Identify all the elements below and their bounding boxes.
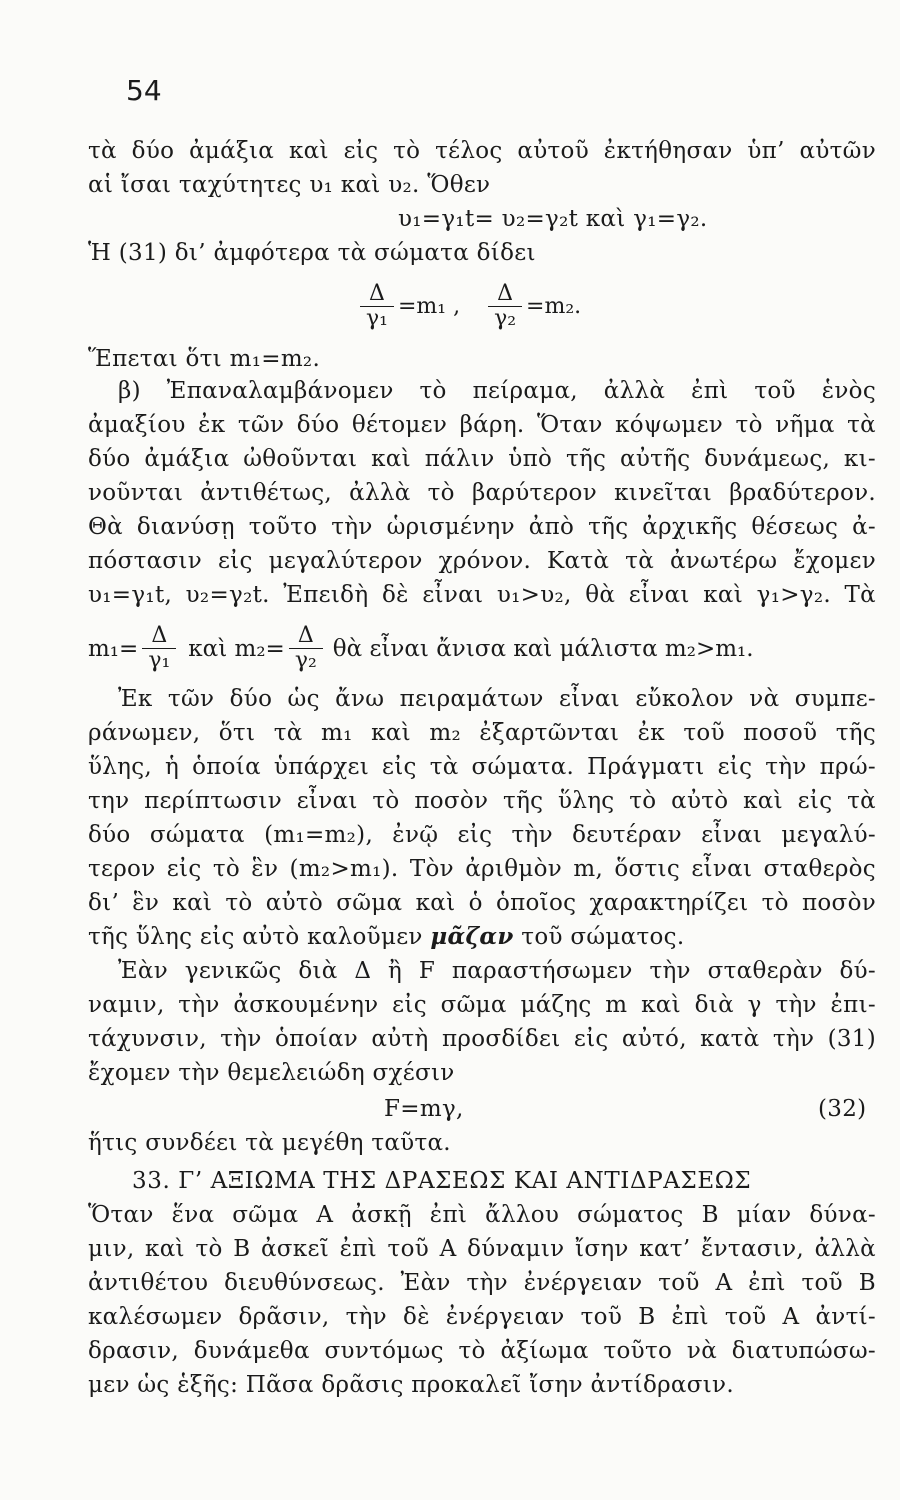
text-line: νοῦνται ἀντιθέτως, ἀλλὰ τὸ βαρύτερον κινεῖται βραδύτερον. [88,480,876,506]
text-line: Ἡ (31) δι’ ἀμφότερα τὰ σώματα δίδει [88,240,536,266]
text-line: Ἐὰν γενικῶς διὰ Δ ἢ F παραστήσωμεν τὴν σταθερὰν δύ- [118,958,876,984]
text-line: ὕλης, ἡ ὁποία ὑπάρχει εἰς τὰ σώματα. Πράγματι εἰς τὴν πρώ- [88,754,876,780]
text-line: Ἕπεται ὅτι m₁=m₂. [88,346,321,372]
text-line: δύο σώματα (m₁=m₂), ἐνῷ εἰς τὴν δευτέραν εἶναι μεγαλύ- [88,822,876,848]
equation-number: (32) [818,1096,867,1122]
term-mass: μᾶζαν [430,923,514,950]
text-line: δρασιν, δυνάμεθα συντόμως τὸ ἀξίωμα τοῦτο νὰ διατυπώσω- [88,1338,876,1364]
fraction: $\frac{\Delta}{\text{γ₁}}$ [360,282,394,331]
text-line: τάχυνσιν, τὴν ὁποίαν αὐτὴ προσδίδει εἰς αὐτό, κατὰ τὴν (31) [88,1026,876,1052]
section-heading: 33. Γ’ ΑΞΙΩΜΑ ΤΗΣ ΔΡΑΣΕΩΣ ΚΑΙ ΑΝΤΙΔΡΑΣΕΩΣ [132,1168,752,1194]
text-line: ἀμαξίου ἐκ τῶν δύο θέτομεν βάρη. Ὅταν κόψωμεν τὸ νῆμα τὰ [88,412,876,438]
text-line: Ὅταν ἕνα σῶμα Α ἀσκῇ ἐπὶ ἄλλου σώματος Β μίαν δύνα- [88,1202,876,1228]
text-line: τῆς ὕλης εἰς αὐτὸ καλοῦμεν μᾶζαν τοῦ σώματος. [88,923,685,950]
equation-line: υ₁=γ₁t= υ₂=γ₂t καὶ γ₁=γ₂. [398,206,708,232]
text-line: αἱ ἴσαι ταχύτητες υ₁ καὶ υ₂. Ὅθεν [88,172,491,198]
text-line: καλέσωμεν δρᾶσιν, τὴν δὲ ἐνέργειαν τοῦ Β ἐπὶ τοῦ Α ἀντί- [88,1304,876,1330]
text-line: β) Ἐπαναλαμβάνομεν τὸ πείραμα, ἀλλὰ ἐπὶ τοῦ ἑνὸς [118,378,876,404]
text-line: μιν, καὶ τὸ Β ἀσκεῖ ἐπὶ τοῦ Α δύναμιν ἴσην κατ’ ἔντασιν, ἀλλὰ [88,1236,876,1262]
text-line: ἥτις συνδέει τὰ μεγέθη ταῦτα. [88,1130,451,1156]
fraction: $\frac{\Delta}{\text{γ₂}}$ [488,282,522,331]
text-line: ναμιν, τὴν ἀσκουμένην εἰς σῶμα μάζης m καὶ διὰ γ τὴν ἐπι- [88,992,876,1018]
text-line: ἔχομεν τὴν θεμελειώδη σχέσιν [88,1060,455,1086]
text-line: Ἐκ τῶν δύο ὡς ἄνω πειραμάτων εἶναι εὔκολον νὰ συμπε- [118,686,876,712]
page-number: 54 [126,74,162,107]
text-line: τερον εἰς τὸ ἓν (m₂>m₁). Τὸν ἀριθμὸν m, ὅστις εἶναι σταθερὸς [88,856,876,882]
text-line: δι’ ἓν καὶ τὸ αὐτὸ σῶμα καὶ ὁ ὁποῖος χαρακτηρίζει τὸ ποσὸν [88,890,876,916]
text-line: την περίπτωσιν εἶναι τὸ ποσὸν τῆς ὕλης τὸ αὐτὸ καὶ εἰς τὰ [88,788,876,814]
text-line: Θὰ διανύσῃ τοῦτο τὴν ὡρισμένην ἀπὸ τῆς ἀρχικῆς θέσεως ἀ- [88,514,876,540]
text-line: τὰ δύο ἀμάξια καὶ εἰς τὸ τέλος αὐτοῦ ἐκτήθησαν ὑπ’ αὐτῶν [88,138,876,164]
text-line: δύο ἀμάξια ὠθοῦνται καὶ πάλιν ὑπὸ τῆς αὐτῆς δυνάμεως, κι- [88,446,876,472]
text-line: ἀντιθέτου διευθύνσεως. Ἐὰν τὴν ἐνέργειαν τοῦ Α ἐπὶ τοῦ Β [88,1270,876,1296]
fraction: $\frac{\Delta}{\text{γ₁}}$ [142,624,176,673]
text-line: μεν ὡς ἑξῆς: Πᾶσα δρᾶσις προκαλεῖ ἴσην ἀντίδρασιν. [88,1372,734,1398]
equation: F=mγ, [384,1096,464,1122]
text-line: πόστασιν εἰς μεγαλύτερον χρόνον. Κατὰ τὰ ἀνωτέρω ἔχομεν [88,548,876,574]
fraction: $\frac{\Delta}{\text{γ₂}}$ [289,624,323,673]
text-line: ράνωμεν, ὅτι τὰ m₁ καὶ m₂ ἐξαρτῶνται ἐκ τοῦ ποσοῦ τῆς [88,720,876,746]
inequality-line: m₁= $\frac{\Delta}{\text{γ₁}}$ καὶ m₂= $\frac{\Delta}{\text{γ₂}}$ θὰ εἶναι ἄνισα καὶ μάλιστα m₂>m₁. [88,623,754,673]
fraction-row: $\frac{\Delta}{\text{γ₁}}$ =m₁ , $\frac{\Delta}{\text{γ₂}}$ =m₂. [356,282,581,331]
text-line: υ₁=γ₁t, υ₂=γ₂t. Ἐπειδὴ δὲ εἶναι υ₁>υ₂, θὰ εἶναι καὶ γ₁>γ₂. Τὰ [88,582,876,608]
